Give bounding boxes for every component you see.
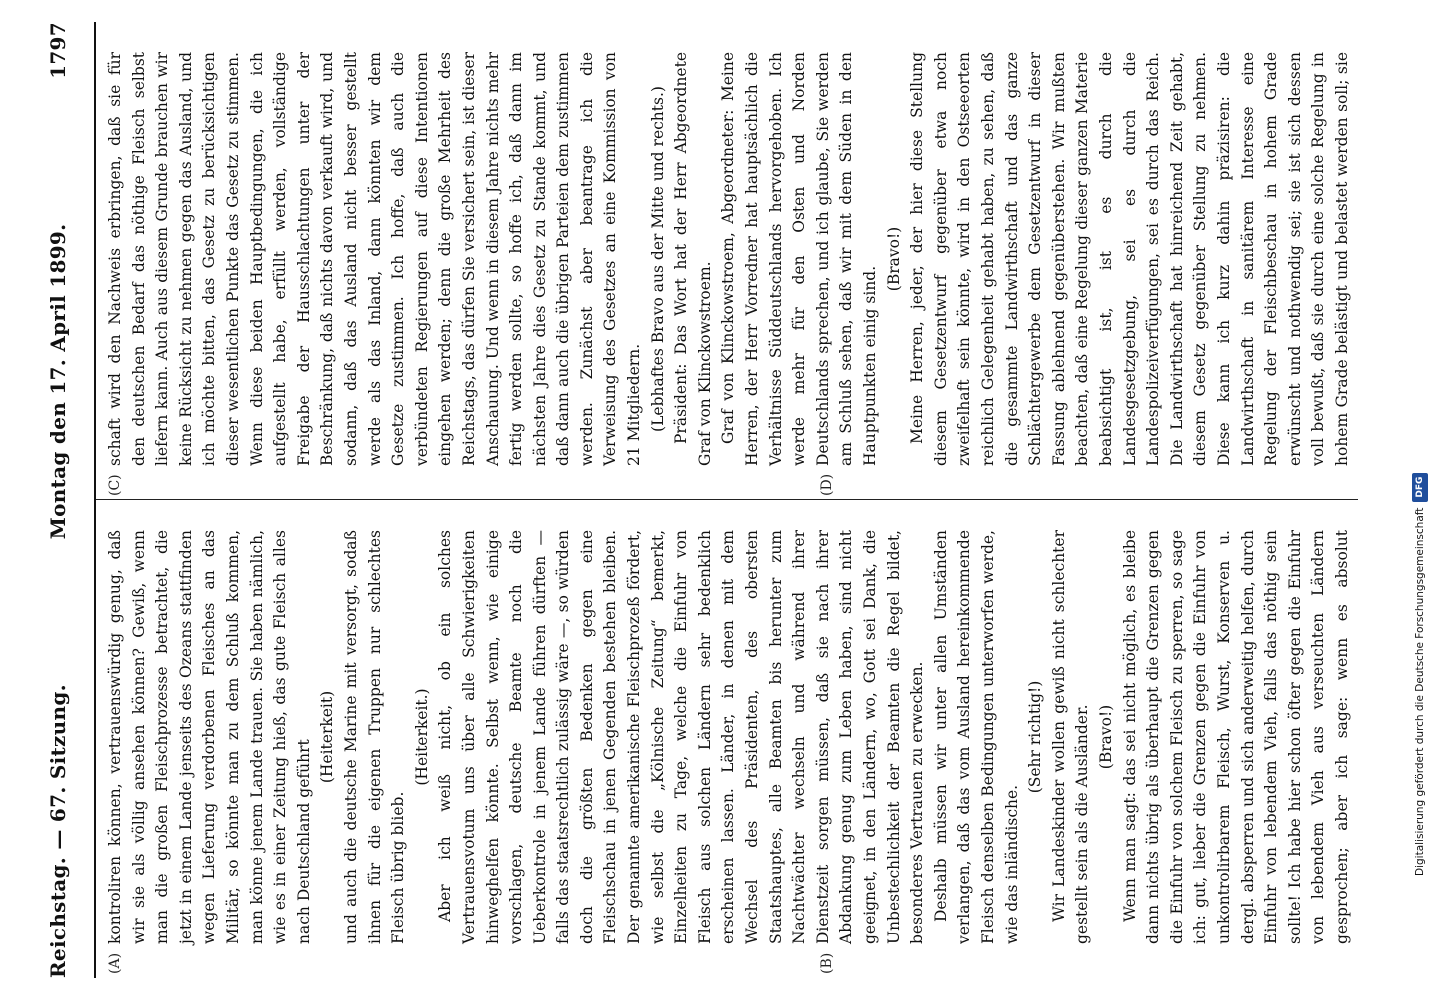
paragraph: Wir Landeskinder wollen gewiß nicht schlechter gestellt sein als die Ausländer. [1049,530,1092,944]
left-column [96,500,1358,978]
interjection: (Bravo!) [1096,704,1115,770]
header-date: Montag den 17. April 1899. [46,223,70,540]
paragraph: Aber ich weiß nicht, ob ein solches Vertrauensvotum uns über alle Schwierigkeiten hinweghelfen könnte. Selbst wenn, wie einige vorschlagen, deutsche Beamte noch die Ueberkontrole in jenem Lande führen dürften — falls das staatsrechtlich zulässig wäre —, so würden doch die größten Bedenken gegen eine Fleischschau in jenen Gegenden bestehen bleiben. Der genannte amerikanische Fleischprozeß fördert, wie selbst die „Kölnische Zeitung“ bemerkt, Einzelheiten zu Tage, welche die Einfuhr von Fleisch aus solchen Ländern sehr bedenklich erscheinen lassen. Länder, in denen mit dem Wechsel des Präsidenten, des obersten Staatshauptes, alle Beamten bis herunter zum Nachtwächter wechseln und während ihrer Dienstzeit sorgen müssen, daß sie nach ihrer Abdankung genug zum Leben haben, sind nicht geeignet, in den Ländern, wo, Gott sei Dank, die Unbestechlichkeit der Beamten die Regel bildet, besonderes Vertrauen zu erwecken. [436,530,927,944]
margin-marker-c: (C) [107,474,123,496]
text-columns [96,22,1358,978]
paragraph: Meine Herren, jeder, der hier diese Stellung diesem Gesetzentwurf gegenüber etwa noch zweifelhaft sein könnte, wird in den Ostseeorten reichlich Gelegenheit gehabt haben, zu sehen, daß die gesammte Landwirthschaft und das ganze Schlächtergewerbe dem Gesetzentwurf in dieser Fassung ablehnend gegenüberstehen. Wir mußten beachten, daß eine Regelung dieser ganzen Materie beabsichtigt ist, ist es durch die Landesgesetzgebung, sei es durch die Landespolizeiverfügungen, sei es durch das Reich. Die Landwirthschaft hat hinreichend Zeit gehabt, diesem Gesetz gegenüber Stellung zu nehmen. Diese kann ich kurz dahin präzisiren: die Landwirthschaft in sanitärem Interesse eine Regelung der Fleischbeschau in hohem Grade erwünscht und nothwendig sei; sie ist sich dessen voll bewußt, daß sie durch eine solche Regelung in hohem Grade belästigt und belastet werden soll; sie [908,52,1351,466]
margin-marker-b: (B) [819,952,835,974]
paragraph: Wenn man sagt: das sei nicht möglich, es bleibe dann nichts übrig als überhaupt die Grenzen gegen die Einfuhr von solchem Fleisch zu sperren, so sage ich: gut, lieber die Grenzen gegen die Einfuhr von unkontrolirbarem Fleisch, Wurst, Konserven u. dergl. absperren und sich anderweitig helfen, durch Einfuhr von lebendem Vieh, falls das nöthig sein sollte! Ich habe hier schon öfter gegen die Einfuhr von lebendem Vieh aus verseuchten Ländern gesprochen; aber ich sage: wenn es absolut [1120,530,1351,944]
caption-text: Digitalisierung gefördert durch die Deutsche Forschungsgemeinschaft [1414,507,1426,876]
page-header [6,22,92,978]
paragraph: kontroliren können, vertrauenswürdig genug, daß wir sie als völlig ansehen können? Gewiß, wenn man die großen Fleischprozesse betrachtet, die jetzt in einem Lande jenseits des Ozeans stattfinden wegen Lieferung verdorbenen Fleisches an das Militär, so könnte man zu dem Schluß kommen, man könne jenem Lande trauen. Sie haben nämlich, wie es in einer Zeitung hieß, das gute Fleisch alles nach Deutschland geführt [106,530,313,944]
interjection: (Lebhaftes Bravo aus der Mitte und rechts.) [648,86,667,432]
margin-marker-a: (A) [107,952,123,974]
margin-marker-d: (D) [819,473,835,496]
interjection: (Heiterkeit.) [412,688,431,786]
interjection: (Sehr richtig!) [1026,680,1045,794]
digitization-caption [1407,14,1431,986]
paragraph: schaft wird den Nachweis erbringen, daß sie für den deutschen Bedarf das nöthige Fleisch selbst liefern kann. Auch aus diesem Grunde brauchen wir keine Rücksicht zu nehmen gegen das Ausland, und ich möchte bitten, das Gesetz zu berücksichtigen dieser wesentlichen Punkte das Gesetz zu stimmen. Wenn diese beiden Hauptbedingungen, die ich aufgestellt habe, erfüllt werden, vollständige Freigabe der Hausschlachtungen unter der Beschränkung, daß nichts davon verkauft wird, und sodann, daß das Ausland nicht besser gestellt werde als das Inland, dann könnten wir dem Gesetze zustimmen. Ich hoffe, daß auch die verbündeten Regierungen auf diese Intentionen eingehen werden; denn die große Mehrheit des Reichstags, das dürfen Sie versichert sein, ist dieser Anschauung. Und wenn in diesem Jahre nichts mehr fertig werden sollte, so hoffe ich, daß dann im nächsten Jahre dies Gesetz zu Stande kommt, und daß dann auch die übrigen Parteien dem zustimmen werden. Zunächst aber beantrage ich die Verweisung des Gesetzes an eine Kommission von 21 Mitgliedern. [106,52,644,466]
right-column [96,22,1358,500]
dfg-logo: DFG [1412,473,1428,502]
paragraph: und auch die deutsche Marine mit versorgt, sodaß ihnen für die eigenen Truppen nur schlechtes Fleisch übrig blieb. [341,530,408,944]
header-left-title: Reichstag. — 67. Sitzung. [46,684,70,978]
interjection: (Heiterkeit) [318,690,337,784]
page-number: 1797 [46,22,70,79]
speaker-paragraph: Graf von Klinckowstroem, Abgeordneter: Meine Herren, der Herr Vorredner hat hauptsächlich die Verhältnisse Süddeutschlands hervorgehoben. Ich werde mehr für den Osten und Norden Deutschlands sprechen, und ich glaube, Sie werden am Schluß sehen, daß wir mit dem Süden in den Hauptpunkten einig sind. [719,52,879,466]
speaker-paragraph: Präsident: Das Wort hat der Herr Abgeordnete Graf von Klinckowstroem. [672,52,714,466]
interjection: (Bravo!) [884,226,903,292]
paragraph: Deshalb müssen wir unter allen Umständen verlangen, daß das vom Ausland hereinkommende Fleisch denselben Bedingungen unterworfen werde, wie das inländische. [931,530,1021,944]
